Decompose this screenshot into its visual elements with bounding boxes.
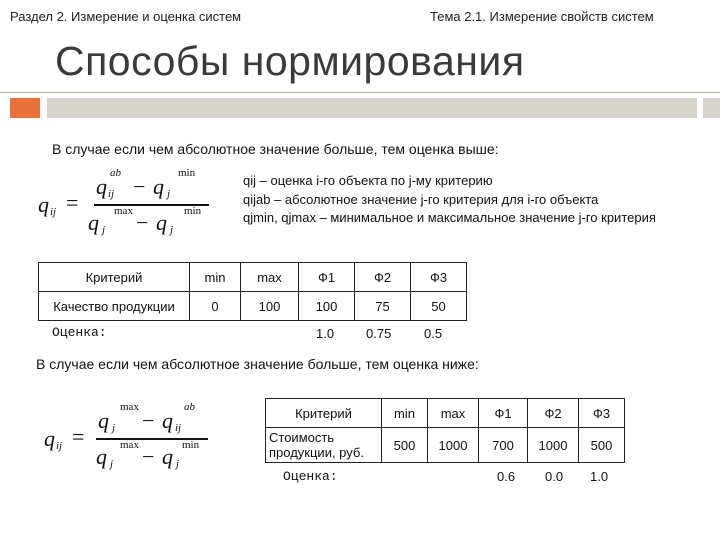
note-min-max: qjmin, qjmax – минимальное и максимальное значение j-го критерия <box>243 210 656 225</box>
t1-header-f2: Ф2 <box>355 263 411 292</box>
case1-table <box>38 262 467 321</box>
t1-header-f3: Ф3 <box>411 263 467 292</box>
t2-cell-f2: 1000 <box>528 428 579 463</box>
t2-header-f3: Ф3 <box>579 399 625 428</box>
t2-header-min: min <box>382 399 428 428</box>
section-header: Раздел 2. Измерение и оценка систем <box>10 9 242 24</box>
t1-cell-f2: 75 <box>355 292 411 321</box>
t1-score-f3: 0.5 <box>424 326 443 341</box>
topic-header: Тема 2.1. Измерение свойств систем <box>430 9 654 24</box>
t1-score-label: Оценка: <box>52 325 107 340</box>
formula-lower-better: q ij = q j max − q ij ab q j max − q j min <box>44 398 244 478</box>
t2-score-f2: 0.0 <box>545 469 564 484</box>
case2-condition: В случае если чем абсолютное значение больше, тем оценка ниже: <box>36 356 479 372</box>
t1-cell-criterion: Качество продукции <box>39 292 190 321</box>
t1-cell-min: 0 <box>190 292 241 321</box>
t2-cell-f1: 700 <box>479 428 528 463</box>
t2-header-max: max <box>428 399 479 428</box>
t1-score-f1: 1.0 <box>316 326 335 341</box>
t2-cell-f3: 500 <box>579 428 625 463</box>
accent-bar-orange <box>10 98 40 118</box>
t1-cell-max: 100 <box>241 292 299 321</box>
t2-score-f1: 0.6 <box>497 469 516 484</box>
note-qij-ab: qijab – абсолютное значение j-го критерия для i-го объекта <box>243 191 599 207</box>
t1-header-min: min <box>190 263 241 292</box>
t1-cell-f1: 100 <box>299 292 355 321</box>
t2-header-f2: Ф2 <box>528 399 579 428</box>
case1-condition: В случае если чем абсолютное значение больше, тем оценка выше: <box>52 141 499 157</box>
t2-header-criterion: Критерий <box>266 399 382 428</box>
t1-header-f1: Ф1 <box>299 263 355 292</box>
accent-bar-grey-end <box>703 98 720 118</box>
formula-higher-better: q ij = q ij ab − q j min q j max − q j min <box>38 164 238 244</box>
t2-header-f1: Ф1 <box>479 399 528 428</box>
t2-score-label: Оценка: <box>283 469 338 484</box>
t2-cell-criterion: Стоимость продукции, руб. <box>266 428 382 463</box>
t1-cell-f3: 50 <box>411 292 467 321</box>
t2-cell-min: 500 <box>382 428 428 463</box>
t1-score-f2: 0.75 <box>366 326 392 341</box>
case2-table <box>265 398 625 463</box>
accent-bar-grey <box>47 98 697 118</box>
t1-header-criterion: Критерий <box>39 263 190 292</box>
note-qij: qij – оценка i-го объекта по j-му критерию <box>243 173 493 188</box>
t2-cell-max: 1000 <box>428 428 479 463</box>
page-title: Способы нормирования <box>55 38 525 84</box>
title-divider <box>0 92 720 93</box>
t2-score-f3: 1.0 <box>590 469 609 484</box>
t1-header-max: max <box>241 263 299 292</box>
case1-notes <box>243 172 713 228</box>
